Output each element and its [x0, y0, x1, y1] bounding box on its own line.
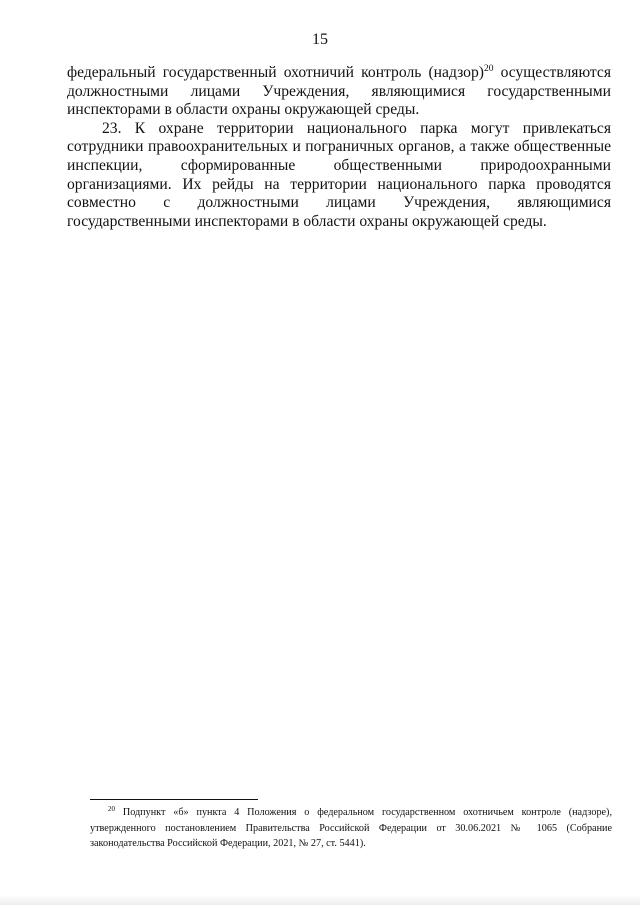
footnote-marker: 20 [108, 805, 115, 813]
footnote-text: Подпункт «б» пункта 4 Положения о федеральном государственном охотничьем контроле (надзоре), утвержденного постановлением Правительства Российской Федерации от 30.06.2021 № 1065 (Собрание законодательства Российской Федерации, 2021, № 27, ст. 5441). [90, 807, 612, 850]
paragraph-item-23: 23. К охране территории национального парка могут привлекаться сотрудники правоохранительных и пограничных органов, а также общественные инспекции, сформированные общественными природоохранными организациями. Их рейды на территории национального парка проводятся совместно с должностными лицами Учреждения, являющимися государственными инспекторами в области охраны окружающей среды. [67, 119, 611, 230]
body-text [67, 64, 611, 231]
scan-bottom-edge [0, 895, 640, 905]
paragraph-text-before-ref: федеральный государственный охотничий контроль (надзор) [67, 64, 484, 81]
page-number: 15 [312, 31, 328, 48]
paragraph-text-after-ref: осуществляются должностными лицами Учреждения, являющимися государственными инспекторами в области охраны окружающей среды. [67, 64, 612, 119]
footnote-reference[interactable]: 20 [483, 64, 494, 74]
footnote-separator [90, 799, 258, 800]
paragraph-continuation [67, 64, 611, 120]
footnote-text-block [90, 805, 612, 852]
footnote [90, 805, 612, 852]
